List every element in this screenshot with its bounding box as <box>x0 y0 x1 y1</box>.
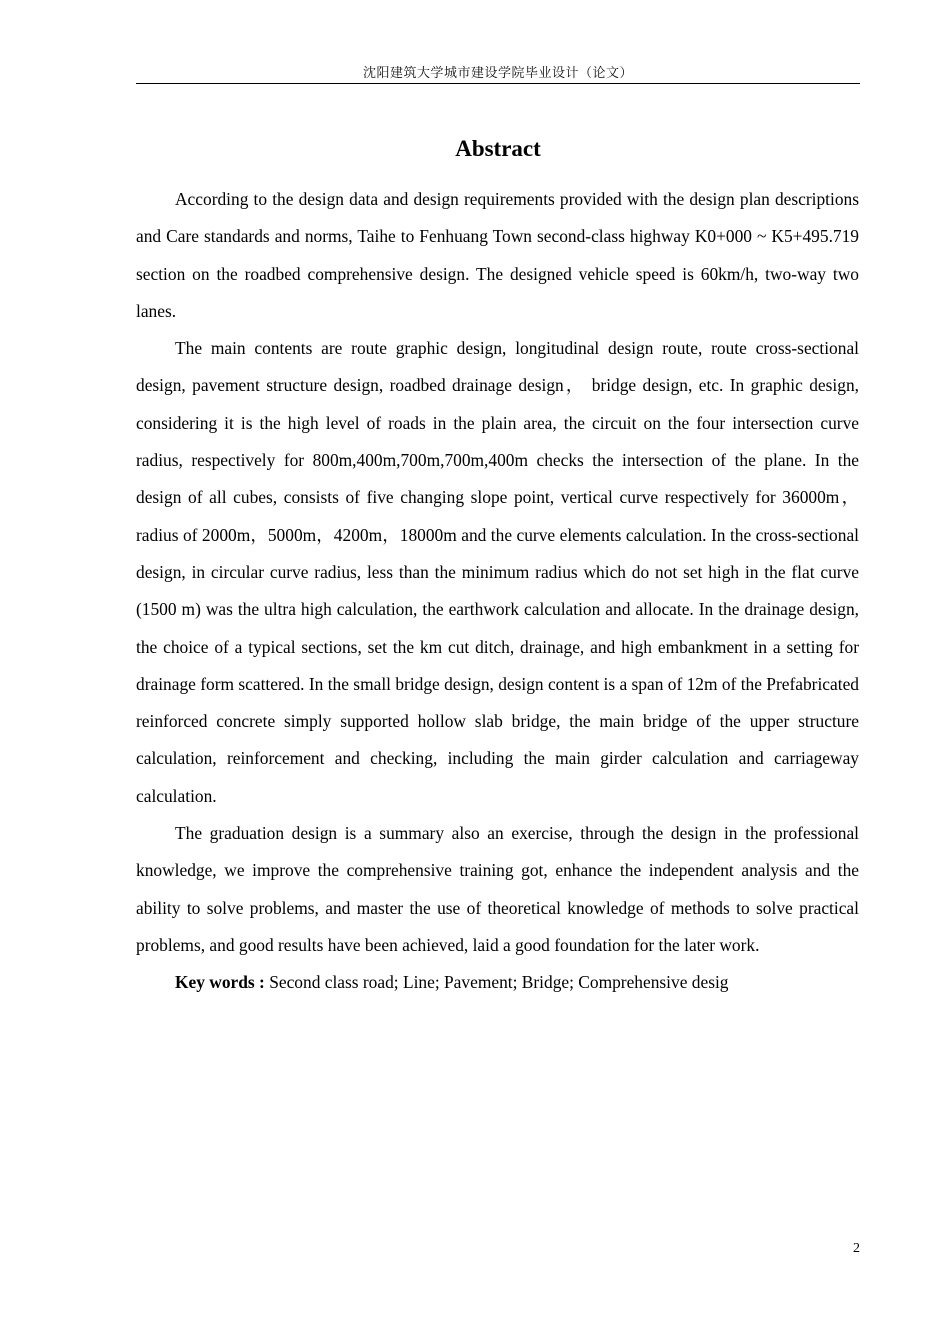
abstract-paragraph-2: The main contents are route graphic design, longitudinal design route, route cross-sectional design, pavement structure design, roadbed drainage design， bridge design, etc. In graphic design, considering it is the high level of roads in the plain area, the circuit on the four intersection curve radius, respectively for 800m,400m,700m,700m,400m checks the intersection of the plane. In the design of all cubes, consists of five changing slope point, vertical curve respectively for 36000m，radius of 2000m，5000m，4200m，18000m and the curve elements calculation. In the cross-sectional design, in circular curve radius, less than the minimum radius which do not set high in the flat curve (1500 m) was the ultra high calculation, the earthwork calculation and allocate. In the drainage design, the choice of a typical sections, set the km cut ditch, drainage, and high embankment in a setting for drainage form scattered. In the small bridge design, design content is a span of 12m of the Prefabricated reinforced concrete simply supported hollow slab bridge, the main bridge of the upper structure calculation, reinforcement and checking, including the main girder calculation and carriageway calculation. <box>136 338 859 806</box>
abstract-body <box>136 181 859 1002</box>
abstract-paragraph-1: According to the design data and design requirements provided with the design plan descriptions and Care standards and norms, Taihe to Fenhuang Town second-class highway K0+000 ~ K5+495.719 section on the roadbed comprehensive design. The designed vehicle speed is 60km/h, two-way two lanes. <box>136 189 859 321</box>
header-divider <box>136 83 860 84</box>
keywords-label: Key words : <box>175 972 265 993</box>
abstract-title: Abstract <box>455 136 541 161</box>
running-header: 沈阳建筑大学城市建设学院毕业设计（论文） <box>362 66 633 81</box>
page-number: 2 <box>853 1241 860 1256</box>
abstract-paragraph-3: The graduation design is a summary also an exercise, through the design in the professional knowledge, we improve the comprehensive training got, enhance the independent analysis and the ability to solve problems, and master the use of theoretical knowledge of methods to solve practical problems, and good results have been achieved, laid a good foundation for the later work. <box>136 823 859 955</box>
keywords-text: Second class road; Line; Pavement; Bridge; Comprehensive desig <box>264 972 729 993</box>
keywords-line <box>136 964 859 1001</box>
